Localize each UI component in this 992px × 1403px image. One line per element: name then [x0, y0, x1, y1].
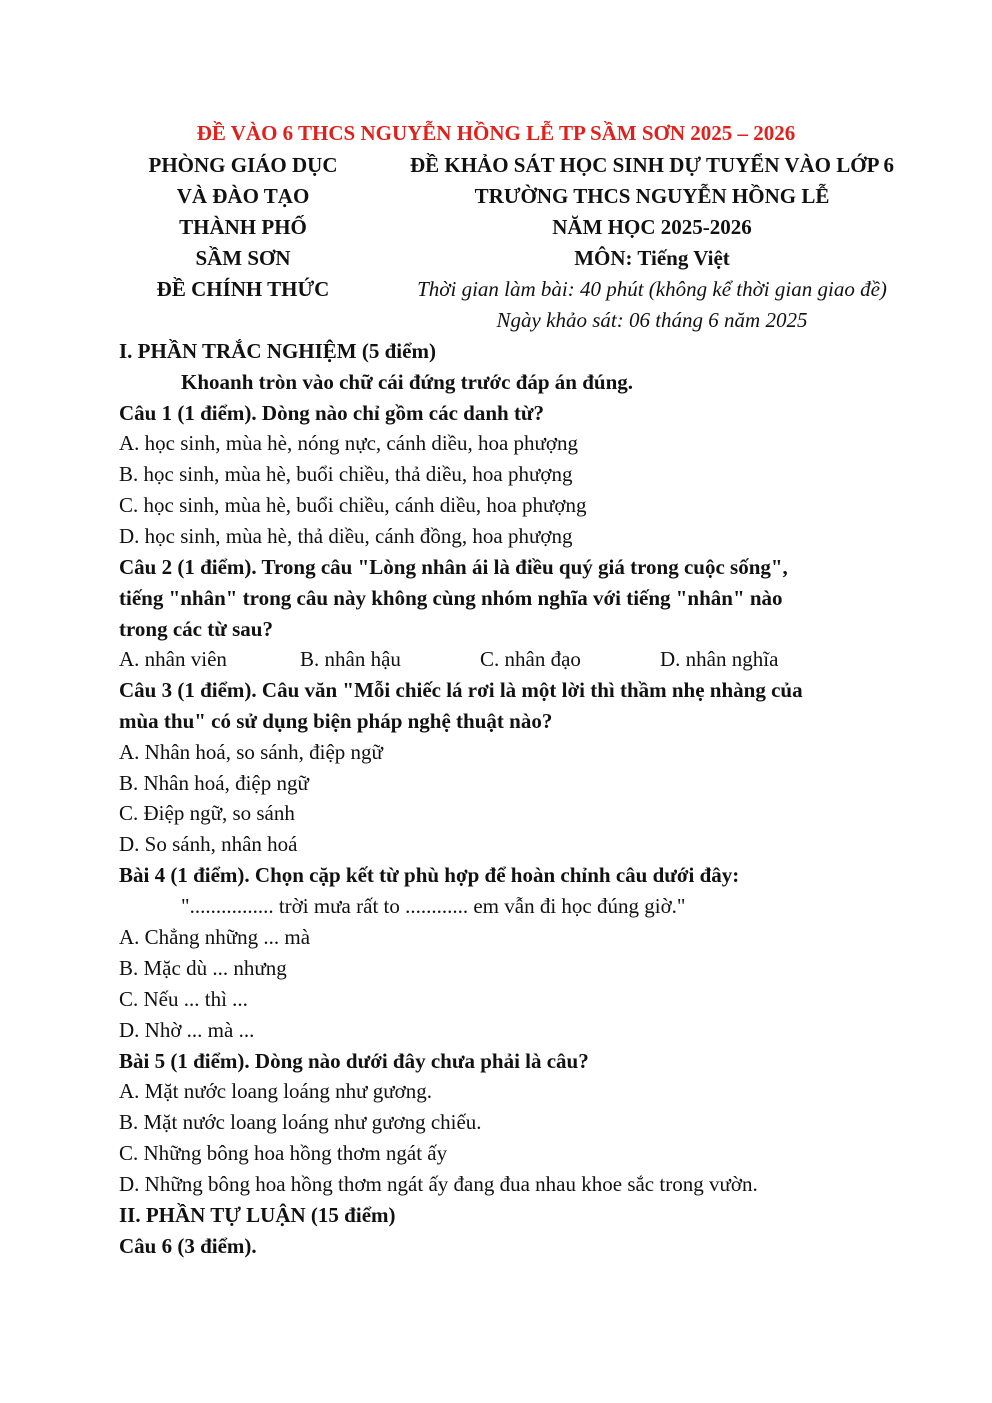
question-5-option-d[interactable]: D. Những bông hoa hồng thơm ngát ấy đang đua nhau khoe sắc trong vườn.	[119, 1172, 758, 1196]
header-left-line-3: THÀNH PHỐ	[179, 215, 307, 239]
exam-date: Ngày khảo sát: 06 tháng 6 năm 2025	[496, 308, 808, 332]
question-5-option-a[interactable]: A. Mặt nước loang loáng như gương.	[119, 1079, 432, 1103]
time-limit: Thời gian làm bài: 40 phút (không kể thời gian giao đề)	[417, 277, 887, 301]
official-exam-label: ĐỀ CHÍNH THỨC	[156, 277, 330, 301]
question-1-option-c[interactable]: C. học sinh, mùa hè, buổi chiều, cánh diều, hoa phượng	[119, 493, 587, 517]
question-1-option-d[interactable]: D. học sinh, mùa hè, thả diều, cánh đồng, hoa phượng	[119, 524, 573, 548]
part-1-instruction: Khoanh tròn vào chữ cái đứng trước đáp án đúng.	[181, 370, 634, 394]
question-4-option-b[interactable]: B. Mặc dù ... nhưng	[119, 956, 287, 980]
part-1-title: I. PHẦN TRẮC NGHIỆM (5 điểm)	[119, 339, 436, 363]
part-2-title: II. PHẦN TỰ LUẬN (15 điểm)	[119, 1203, 396, 1227]
question-4-option-c[interactable]: C. Nếu ... thì ...	[119, 987, 248, 1011]
header-left-line-4: SẦM SƠN	[195, 246, 291, 270]
question-2-option-b[interactable]: B. nhân hậu	[300, 647, 401, 671]
question-3-title-line-1: Câu 3 (1 điểm). Câu văn "Mỗi chiếc lá rơi là một lời thì thầm nhẹ nhàng của	[119, 678, 803, 702]
question-5-title: Bài 5 (1 điểm). Dòng nào dưới đây chưa phải là câu?	[119, 1049, 589, 1073]
exam-heading: ĐỀ KHẢO SÁT HỌC SINH DỰ TUYỂN VÀO LỚP 6	[409, 153, 895, 177]
question-5-option-b[interactable]: B. Mặt nước loang loáng như gương chiếu.	[119, 1110, 482, 1134]
document-title: ĐỀ VÀO 6 THCS NGUYỄN HỒNG LỄ TP SẦM SƠN 2025 – 2026	[196, 121, 796, 145]
header-left-line-2: VÀ ĐÀO TẠO	[176, 184, 310, 208]
question-1-option-b[interactable]: B. học sinh, mùa hè, buổi chiều, thả diều, hoa phượng	[119, 462, 573, 486]
question-3-option-d[interactable]: D. So sánh, nhân hoá	[119, 832, 298, 856]
question-3-title-line-2: mùa thu" có sử dụng biện pháp nghệ thuật nào?	[119, 709, 553, 733]
question-5-option-c[interactable]: C. Những bông hoa hồng thơm ngát ấy	[119, 1141, 448, 1165]
school-year: NĂM HỌC 2025-2026	[552, 215, 752, 239]
header-left-line-1: PHÒNG GIÁO DỤC	[148, 153, 338, 177]
question-6-title: Câu 6 (3 điểm).	[119, 1234, 257, 1258]
question-2-title-line-2: tiếng "nhân" trong câu này không cùng nhóm nghĩa với tiếng "nhân" nào	[119, 586, 783, 610]
question-4-title: Bài 4 (1 điểm). Chọn cặp kết từ phù hợp để hoàn chỉnh câu dưới đây:	[119, 863, 740, 887]
question-3-option-c[interactable]: C. Điệp ngữ, so sánh	[119, 801, 295, 825]
question-4-option-d[interactable]: D. Nhờ ... mà ...	[119, 1018, 255, 1042]
subject: MÔN: Tiếng Việt	[574, 246, 730, 270]
question-1-option-a[interactable]: A. học sinh, mùa hè, nóng nực, cánh diều, hoa phượng	[119, 431, 579, 455]
question-2-title-line-3: trong các từ sau?	[119, 617, 273, 641]
question-2-title-line-1: Câu 2 (1 điểm). Trong câu "Lòng nhân ái là điều quý giá trong cuộc sống",	[119, 555, 788, 579]
question-3-option-b[interactable]: B. Nhân hoá, điệp ngữ	[119, 771, 309, 795]
question-3-option-a[interactable]: A. Nhân hoá, so sánh, điệp ngữ	[119, 740, 383, 764]
question-4-option-a[interactable]: A. Chẳng những ... mà	[119, 925, 311, 949]
school-name: TRƯỜNG THCS NGUYỄN HỒNG LỄ	[474, 184, 830, 208]
question-2-option-c[interactable]: C. nhân đạo	[480, 647, 581, 671]
question-2-option-d[interactable]: D. nhân nghĩa	[660, 647, 779, 671]
question-1-title: Câu 1 (1 điểm). Dòng nào chỉ gồm các danh từ?	[119, 401, 545, 425]
question-2-option-a[interactable]: A. nhân viên	[119, 647, 227, 671]
question-4-sentence: "................ trời mưa rất to ............ em vẫn đi học đúng giờ."	[181, 894, 686, 918]
